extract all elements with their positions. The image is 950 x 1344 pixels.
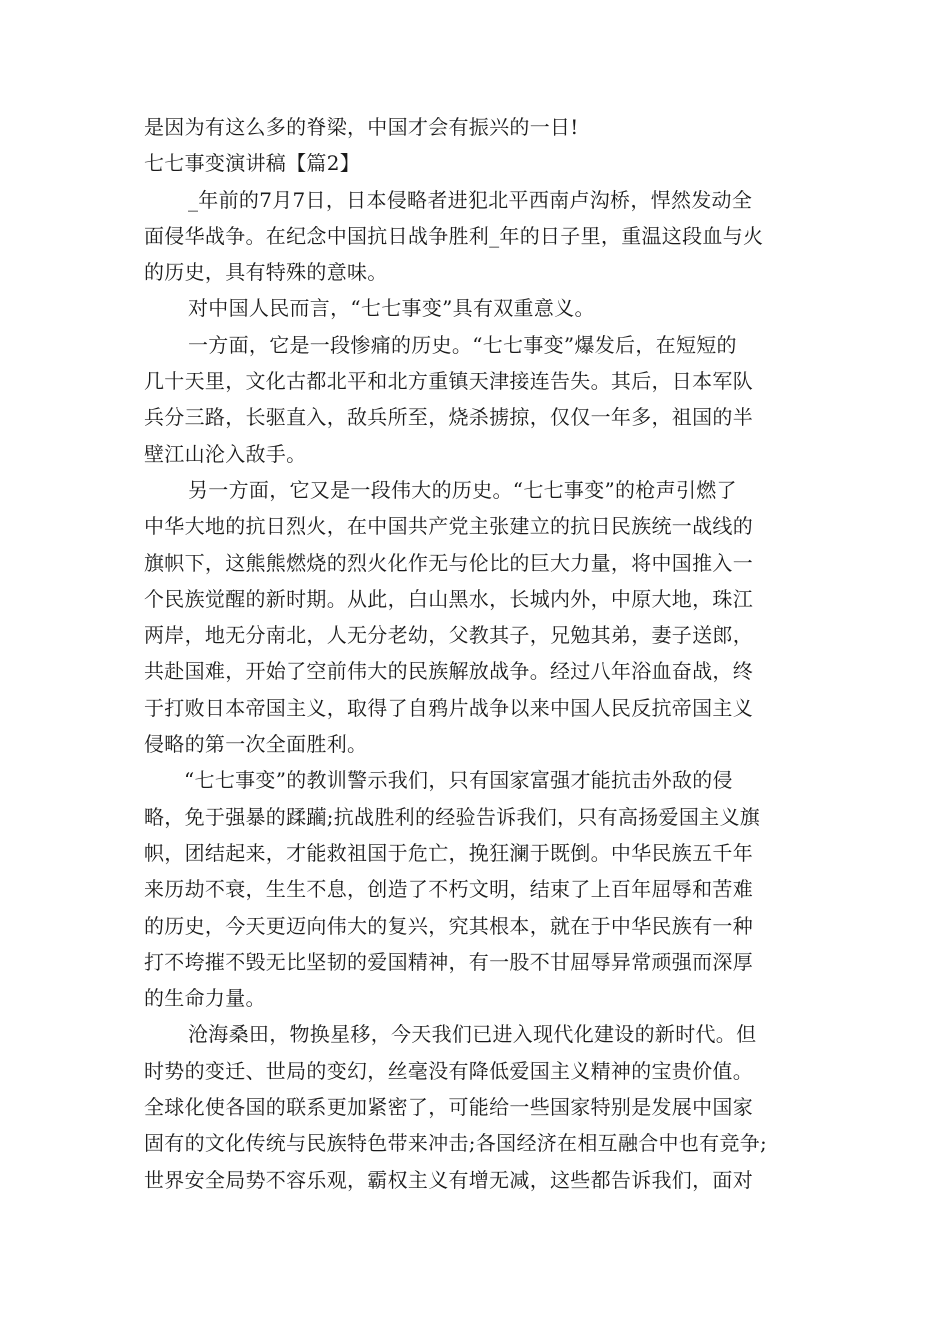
- text-line: 旗帜下，这熊熊燃烧的烈火化作无与伦比的巨大力量，将中国推入一: [144, 550, 753, 575]
- text-line: 个民族觉醒的新时期。从此，白山黑水，长城内外，中原大地，珠江: [144, 586, 753, 611]
- text-line: 全球化使各国的联系更加紧密了，可能给一些国家特别是发展中国家: [144, 1095, 753, 1120]
- text-line: 是因为有这么多的脊梁，中国才会有振兴的一日!: [144, 115, 579, 139]
- text-line: 的历史，今天更迈向伟大的复兴，究其根本，就在于中华民族有一种: [144, 913, 753, 938]
- text-line: 另一方面，它又是一段伟大的历史。“七七事变”的枪声引燃了: [188, 477, 737, 502]
- document-body: [144, 109, 808, 1198]
- text-line: 于打败日本帝国主义，取得了自鸦片战争以来中国人民反抗帝国主义: [144, 695, 753, 720]
- text-line: 固有的文化传统与民族特色带来冲击;各国经济在相互融合中也有竞争;: [144, 1131, 768, 1156]
- text-line: _年前的7月7日，日本侵略者进犯北平西南卢沟桥，悍然发动全: [188, 187, 753, 212]
- text-line: 面侵华战争。在纪念中国抗日战争胜利_年的日子里，重温这段血与火: [144, 223, 764, 248]
- text-line: 世界安全局势不容乐观，霸权主义有增无减，这些都告诉我们，面对: [144, 1167, 753, 1192]
- text-line: 兵分三路，长驱直入，敌兵所至，烧杀掳掠，仅仅一年多，祖国的半: [144, 405, 753, 430]
- text-line: 壁江山沦入敌手。: [144, 441, 307, 466]
- text-line: 时势的变迁、世局的变幻，丝毫没有降低爱国主义精神的宝贵价值。: [144, 1058, 753, 1083]
- text-line: 打不垮摧不毁无比坚韧的爱国精神，有一股不甘屈辱异常顽强而深厚: [144, 949, 753, 974]
- text-line: 的历史，具有特殊的意味。: [144, 260, 388, 285]
- text-line: 中华大地的抗日烈火，在中国共产党主张建立的抗日民族统一战线的: [144, 514, 753, 539]
- text-line: 侵略的第一次全面胜利。: [144, 732, 368, 757]
- text-line: 两岸，地无分南北，人无分老幼，父教其子，兄勉其弟，妻子送郎，: [144, 623, 753, 648]
- text-line: 一方面，它是一段惨痛的历史。“七七事变”爆发后，在短短的: [188, 332, 737, 357]
- text-line: 共赴国难，开始了空前伟大的民族解放战争。经过八年浴血奋战，终: [144, 659, 753, 684]
- text-line: 来历劫不衰，生生不息，创造了不朽文明，结束了上百年屈辱和苦难: [144, 877, 753, 902]
- text-line: 沧海桑田，物换星移，今天我们已进入现代化建设的新时代。但: [188, 1022, 757, 1047]
- text-line: 帜，团结起来，才能救祖国于危亡，挽狂澜于既倒。中华民族五千年: [144, 840, 753, 865]
- text-line: 略，免于强暴的蹂躏;抗战胜利的经验告诉我们，只有高扬爱国主义旗: [144, 804, 761, 829]
- text-line: “七七事变”的教训警示我们，只有国家富强才能抗击外敌的侵: [184, 768, 733, 793]
- text-line: 几十天里，文化古都北平和北方重镇天津接连告失。其后，日本军队: [144, 369, 753, 394]
- text-line: 对中国人民而言，“七七事变”具有双重意义。: [188, 296, 595, 321]
- section-heading: 七七事变演讲稿【篇2】: [144, 151, 361, 176]
- text-line: 的生命力量。: [144, 986, 266, 1011]
